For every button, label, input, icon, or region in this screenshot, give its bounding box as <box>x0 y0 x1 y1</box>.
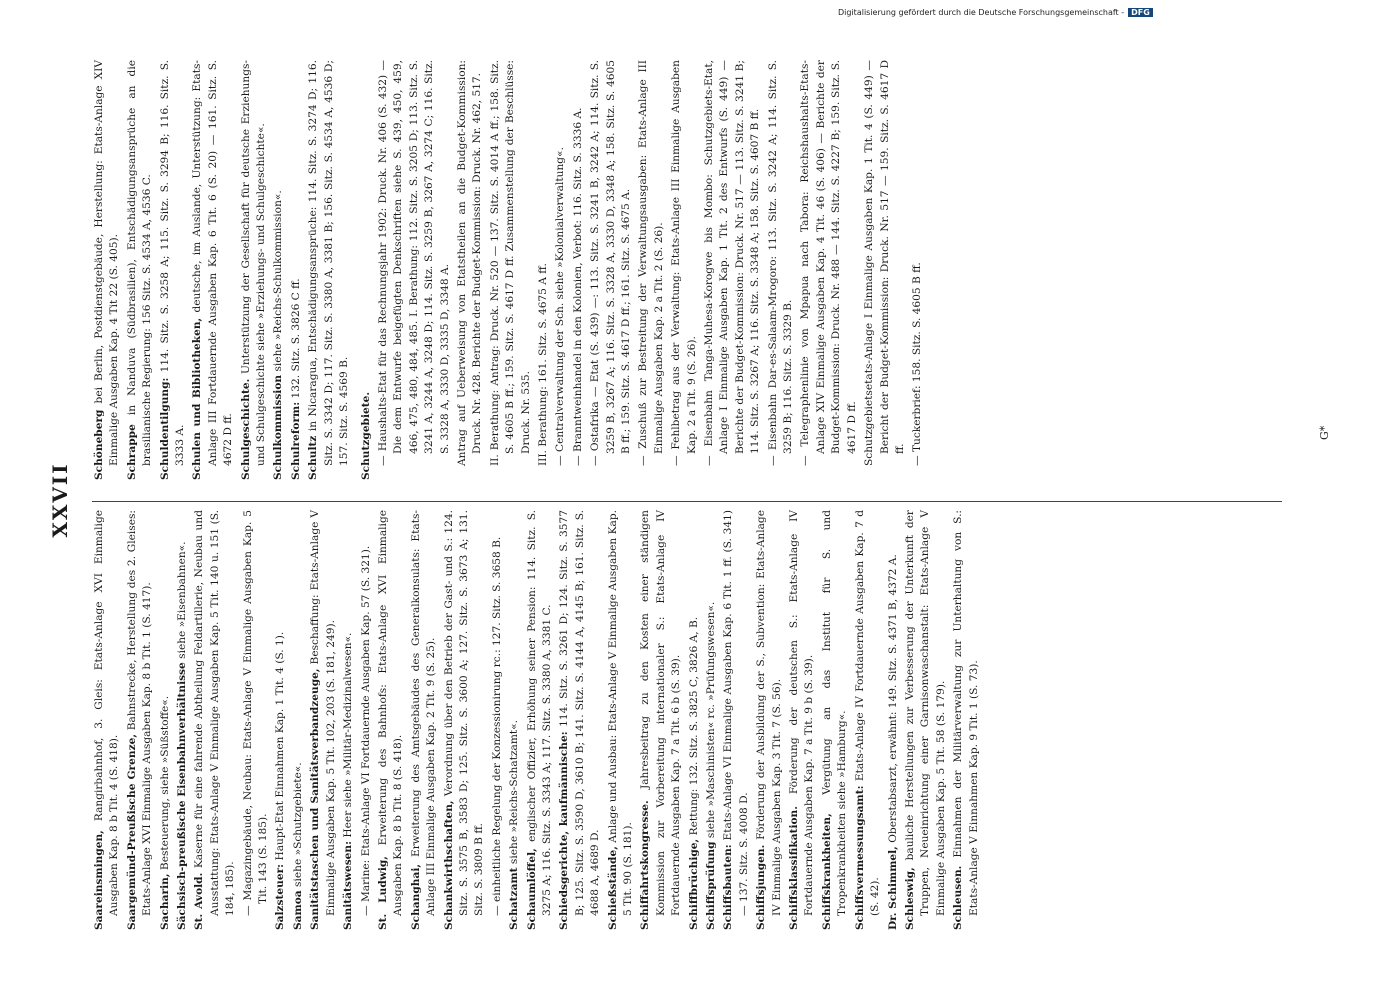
stamp-text: Digitalisierung gefördert durch die Deutsche Forschungsgemeinschaft - <box>838 8 1125 17</box>
entry-text: — Eisenbahn Tanga-Muhesa-Korogwe bis Mombo: Schutzgebiets-Etat, Anlage I Einmalige Ausgaben Kap. 1 Tit. 2 des Entwurfs (S. 449) — Berichte der Budget-Kommission: Druck. Nr. 517 — 113. Sitz. S. 3241 B; 114. Sitz. S. 3267 A; 116. Sitz. S. 3348 A; 158. Sitz. S. 4607 B ff. <box>703 60 762 466</box>
entry-headword: Schutzgebiete. <box>359 391 372 480</box>
index-entry <box>606 510 637 930</box>
entry-text: siehe »Eisenbahnen«. <box>176 541 189 659</box>
entry-text: — Ostafrika — Etat (S. 439) —: 113. Sitz. S. 3241 B, 3242 A; 114. Sitz. S. 3259 B, 3267 A; 116. Sitz. S. 3328 A, 3330 D, 3348 A; 158. Sitz. S. 4605 B ff.; 159. Sitz. S. 4617 D ff.; 161. Sitz. S. 4675 A. <box>589 60 632 466</box>
entry-text: — einheitliche Regelung der Konzessionirung rc.: 127. Sitz. S. 3658 B. <box>490 536 503 916</box>
entry-text: Einnahmen der Militärverwaltung zur Unterhaltung von S.: Etats-Anlage V Einnahmen Kap. 9 Tit. 1 (S. 73). <box>952 509 980 916</box>
index-entry <box>175 510 190 930</box>
entry-text: Unterstützung der Gesellschaft für deutsche Erziehungs- und Schulgeschichte siehe »Erziehungs- und Schulgeschichte«. <box>239 60 268 466</box>
entry-text: 114. Sitz. S. 3258 A; 115. Sitz. S. 3294 B; 116. Sitz. S. 3333 A. <box>158 60 187 466</box>
entry-headword: Schiffahrtskongresse. <box>639 800 652 930</box>
index-entry <box>490 510 505 930</box>
entry-text: siehe »Reichs-Schulkommission«. <box>272 190 285 372</box>
entry-headword: Schiedsgerichte, kaufmännische: <box>558 731 571 930</box>
entry-headword: Schatzamt <box>508 867 521 930</box>
index-entry <box>92 510 123 930</box>
entry-headword: Schuldentilgung: <box>158 377 171 480</box>
entry-headword: Sächsisch-preußische Eisenbahnverhältnisse <box>176 662 189 930</box>
index-entry <box>704 510 719 930</box>
column-divider <box>92 501 1282 502</box>
entry-headword: Schöneberg <box>93 409 105 480</box>
index-entry <box>306 60 352 480</box>
index-entry <box>158 510 173 930</box>
entry-text: Rangirbahnhof, 3. Gleis: Etats-Anlage XVI Einmalige Ausgaben Kap. 8 b Tit. 4 (S. 418). <box>93 510 121 916</box>
entry-text: — Tuckerbrief: 158. Sitz. S. 4605 B ff. <box>911 262 924 466</box>
entry-headword: Schiffsprüfung <box>705 841 718 930</box>
index-entry <box>536 60 551 480</box>
index-entry <box>359 510 374 930</box>
index-entry <box>669 60 700 480</box>
entry-text: in Nanduva (Südbrasilien), Entschädigungsansprüche an die brasilianische Regierung: 156 Sitz. S. 4534 A, 4536 C. <box>125 60 154 466</box>
entry-text: Antrag auf Ueberweisung von Etatstheilen an die Budget-Kommission: Druck. Nr. 428. Berichte der Budget-Kommission: Druck. Nr. 462, 517. <box>455 60 484 466</box>
index-entry <box>308 510 339 930</box>
entry-headword: Schiffsjungen. <box>755 844 768 930</box>
entry-text: — Magazingebäude, Neubau: Etats-Anlage V Einmalige Ausgaben Kap. 5 Tit. 143 (S. 185). <box>241 510 270 916</box>
entry-text: Anlage und Ausbau: Etats-Anlage V Einmalige Ausgaben Kap. 5 Tit. 90 (S. 181). <box>606 510 634 916</box>
entry-text: Oberstabsarzt, erwähnt: 149. Sitz. S. 4371 B, 4372 A. <box>886 554 899 843</box>
entry-headword: Schulen und Bibliotheken, <box>191 317 204 480</box>
index-column-right <box>92 60 928 480</box>
index-column-left <box>92 510 984 930</box>
entry-text: 114. Sitz. S. 3261 D; 124. Sitz. S. 3577 B; 125. Sitz. S. 3590 D, 3610 B; 141. Sitz. S. 4144 A, 4145 B; 161. Sitz. S. 4688 A, 4689 D. <box>558 509 602 916</box>
entry-text: Etats-Anlage VI Einmalige Ausgaben Kap. 6 Tit. 1 ff. (S. 341) — 137. Sitz. S. 4008 D. <box>722 510 750 916</box>
page-number: XXVII <box>48 462 72 538</box>
entry-text: Jahresbeitrag zu den Kosten einer ständigen Kommission zur Vorbereitung internationaler S.: Etats-Anlage IV Fortdauernde Ausgaben Kap. 7 a Tit. 6 b (S. 39). <box>639 510 683 916</box>
entry-text: Heer siehe »Militär-Medizinalwesen«. <box>342 632 355 838</box>
index-entry <box>376 60 453 480</box>
entry-headword: Schultz <box>307 435 320 480</box>
index-entry <box>588 60 634 480</box>
index-entry <box>636 60 667 480</box>
entry-text: Etats-Anlage IV Fortdauernde Ausgaben Kap. 7 d (S. 42). <box>853 510 882 916</box>
entry-headword: Schankwirthschaften, <box>442 800 455 930</box>
dfg-logo: DFG <box>1128 8 1153 17</box>
entry-text: siehe »Maschinisten« rc. »Prüfungswesen«. <box>705 601 718 839</box>
index-entry <box>507 510 522 930</box>
entry-headword: Schleusen. <box>952 865 965 930</box>
index-entry <box>702 60 764 480</box>
index-entry <box>525 510 556 930</box>
entry-headword: St. Avold. <box>193 872 206 930</box>
entry-text: Förderung der Ausbildung der S., Subvention: Etats-Anlage IV Einmalige Ausgaben Kap. 3 Tit. 7 (S. 56). <box>755 510 783 916</box>
entry-text: Förderung der deutschen S.: Etats-Anlage IV Fortdauernde Ausgaben Kap. 7 a Tit. 9 b (S. 39). <box>788 510 816 916</box>
index-entry <box>571 60 586 480</box>
entry-text: Erweiterung des Amtsgebäudes des Generalkonsulats: Etats-Anlage III Einmalige Ausgaben Kap. 2 Tit. 9 (S. 25). <box>409 509 438 916</box>
entry-text: 132. Sitz. S. 3826 C ff. <box>289 278 302 399</box>
entry-headword: Schleswig, <box>903 867 916 930</box>
index-entry <box>376 510 407 930</box>
entry-headword: Sanitätstaschen und Sanitätsverbandzeuge, <box>309 668 322 930</box>
index-entry <box>553 60 568 480</box>
index-entry <box>241 510 272 930</box>
entry-text: Vergütung an das Institut für S. und Tropenkrankheiten siehe »Hamburg«. <box>820 510 849 916</box>
entry-text: — Marine: Etats-Anlage VI Fortdauernde Ausgaben Kap. 57 (S. 321). <box>359 545 372 916</box>
index-entry <box>341 510 356 930</box>
entry-headword: Sanitätswesen: <box>342 840 355 930</box>
entry-headword: Salzsteuer: <box>274 863 287 930</box>
entry-headword: Saargemünd-Preußische Grenze, <box>125 733 138 930</box>
entry-text: Besteuerung, siehe »Süßstoffe«. <box>158 695 171 871</box>
entry-headword: Schiffsklassifikation. <box>788 806 801 930</box>
entry-text: Erweiterung des Bahnhofs: Etats-Anlage XVI Einmalige Ausgaben Kap. 8 b Tit. 8 (S. 418). <box>376 510 405 916</box>
index-entry <box>289 60 304 480</box>
entry-headword: St. Ludwig, <box>376 856 389 930</box>
entry-headword: Sacharin, <box>158 873 171 930</box>
index-entry <box>125 60 156 480</box>
index-entry <box>721 510 752 930</box>
entry-headword: Schulkommission <box>272 374 285 480</box>
index-entry <box>687 510 702 930</box>
index-entry <box>766 60 797 480</box>
index-entry <box>910 60 925 480</box>
entry-headword: Schaumlöffel, <box>525 848 538 930</box>
index-entry <box>271 60 286 480</box>
index-entry <box>820 510 851 930</box>
entry-headword: Schiffbrüchige, <box>687 838 700 930</box>
entry-text: Schutzgebietsetats-Anlage I Einmalige Ausgaben Kap. 1 Tit. 4 (S. 449) — Bericht der Budget-Kommission: Druck. Nr. 517 — 159. Sitz. S. 4617 D ff. <box>863 60 906 466</box>
index-entry <box>853 510 884 930</box>
entry-text: — Branntweinhandel in den Kolonien, Verbot: 116. Sitz. S. 3336 A. <box>571 107 584 466</box>
index-entry <box>488 60 534 480</box>
entry-headword: Schulgeschichte. <box>239 378 252 480</box>
entry-text: in Nicaragua, Entschädigungsansprüche: 114. Sitz. S. 3274 D; 116. Sitz. S. 3342 D; 117. Sitz. S. 3380 A, 3381 B; 156. Sitz. S. 4534 A, 4536 D; 157. Sitz. S. 4569 B. <box>307 60 351 466</box>
entry-text: — Fehlbetrag aus der Verwaltung: Etats-Anlage III Einmalige Ausgaben Kap. 2 a Tit. 9 (S. 26). <box>670 60 698 466</box>
entry-text: III. Berathung: 161. Sitz. S. 4675 A ff. <box>536 263 549 466</box>
entry-text: — Zuschuß zur Bestreitung der Verwaltungsausgaben: Etats-Anlage III Einmalige Ausgaben Kap. 2 a Tit. 2 (S. 26). <box>637 60 665 466</box>
entry-text: englischer Offizier, Erhöhung seiner Pension: 114. Sitz. S. 3275 A; 116. Sitz. S. 3343 A; 117. Sitz. S. 3380 A, 3381 C. <box>525 510 553 916</box>
index-entry <box>798 60 860 480</box>
index-entry <box>455 60 486 480</box>
index-entry <box>557 510 603 930</box>
entry-headword: Schanghai, <box>409 863 422 930</box>
index-entry <box>92 60 123 480</box>
entry-text: siehe »Reichs-Schatzamt«. <box>508 720 521 865</box>
entry-text: Haupt-Etat Einnahmen Kap. 1 Tit. 4 (S. 1). <box>274 631 287 861</box>
entry-text: Beschaffung: Etats-Anlage V Einmalige Ausgaben Kap. 5 Tit. 102, 203 (S. 181, 249). <box>309 510 337 916</box>
entry-text: Kaserne für eine fahrende Abtheilung Feldartillerie, Neubau und Ausstattung: Etats-Anlage V Einmalige Ausgaben Kap. 5 Tit. 140 u. 151 (S. 184, 185). <box>193 510 237 916</box>
entry-text: bauliche Herstellungen zur Verbesserung der Unterkunft der Truppen, Neueinrichtung einer Garnisonwaschanstalt: Etats-Anlage V Einmalige Ausgaben Kap. 5 Tit. 58 (S. 179). <box>903 510 947 916</box>
index-entry <box>951 510 982 930</box>
entry-headword: Samoa <box>291 890 304 930</box>
index-entry <box>409 510 440 930</box>
entry-headword: Dr. Schimmel, <box>886 846 899 930</box>
index-entry <box>239 60 270 480</box>
entry-headword: Schulreform: <box>289 401 302 480</box>
entry-text: Rettung: 132. Sitz. S. 3825 C, 3826 A, B. <box>687 616 700 836</box>
index-entry <box>291 510 306 930</box>
index-entry <box>190 60 236 480</box>
entry-headword: Schrappe <box>125 424 138 480</box>
entry-text: Bahnstrecke, Herstellung des 2. Gleises: Etats-Anlage XVI Einmalige Ausgaben Kap. 8 b Tit. 1 (S. 417). <box>125 510 154 916</box>
entry-text: — Eisenbahn Dar-es-Salaam-Mrogoro: 113. Sitz. S. 3242 A; 114. Sitz. S. 3259 B; 116. Sitz. S. 3329 B. <box>766 60 795 466</box>
entry-headword: Schiffskrankheiten, <box>820 813 833 930</box>
entry-headword: Schiffsvermessungsamt: <box>853 785 866 930</box>
index-entry <box>273 510 288 930</box>
index-entry <box>862 60 908 480</box>
entry-text: — Haushalts-Etat für das Rechnungsjahr 1902: Druck. Nr. 406 (S. 432) — Die dem Entwurfe beigefügten Denkschriften siehe S. 439, 450, 459, 466, 475, 480, 484, 485. I. Berathung: 112. Sitz. S. 3205 D; 113. Sitz. S. 3241 A, 3244 A, 3248 D; 114. Sitz. S. 3259 B, 3267 A, 3274 C; 116. Sitz. S. 3328 A, 3330 D, 3335 D, 3348 A. <box>376 60 451 466</box>
index-entry <box>903 510 949 930</box>
entry-text: deutsche, im Auslande, Unterstützung: Etats-Anlage III Fortdauernde Ausgaben Kap. 6 Tit. 6 (S. 20) — 161. Sitz. S. 4672 D ff. <box>191 60 235 466</box>
entry-text: II. Berathung: Antrag: Druck. Nr. 520 — 137. Sitz. S. 4014 A ff.; 158. Sitz. S. 4605 B ff.; 159. Sitz. S. 4617 D ff. Zusammenstellung der Beschlüsse: Druck. Nr. 535. <box>488 60 532 466</box>
index-entry <box>125 510 156 930</box>
entry-headword: Saareinsmingen, <box>93 830 105 930</box>
index-entry <box>787 510 818 930</box>
entry-text: — Telegraphenlinie von Mpapua nach Tabora: Reichshaushalts-Etats-Anlage XIV Einmalige Ausgaben Kap. 4 Tit. 46 (S. 406) — Berichte der Budget-Kommission: Druck. Nr. 488 — 144. Sitz. S. 4227 B; 159. Sitz. S. 4617 D ff. <box>799 60 858 466</box>
entry-text: Verordnung über den Betrieb der Gast- und S.: 124. Sitz. S. 3575 B, 3583 D; 125. Sitz. S. 3600 A; 127. Sitz. S. 3673 A; 131. Sitz. S. 3809 B ff. <box>442 510 486 916</box>
signature-mark: G* <box>1318 425 1331 440</box>
entry-headword: Schiffsbauten: <box>722 844 735 930</box>
index-entry <box>158 60 189 480</box>
entry-text: bei Berlin, Postdienstgebäude, Herstellung: Etats-Anlage XIV Einmalige Ausgaben Kap. 4 Tit 22 (S. 405). <box>93 59 121 466</box>
entry-headword: Schießstände, <box>606 846 619 930</box>
entry-text: — Centralverwaltung der Sch. siehe »Kolonialverwaltung«. <box>554 147 567 466</box>
index-entry <box>638 510 684 930</box>
index-entry <box>192 510 238 930</box>
index-entry <box>886 510 901 930</box>
index-entry <box>754 510 785 930</box>
index-entry <box>442 510 488 930</box>
entry-text: siehe »Schutzgebiete«. <box>291 762 304 887</box>
section-heading <box>359 60 374 480</box>
